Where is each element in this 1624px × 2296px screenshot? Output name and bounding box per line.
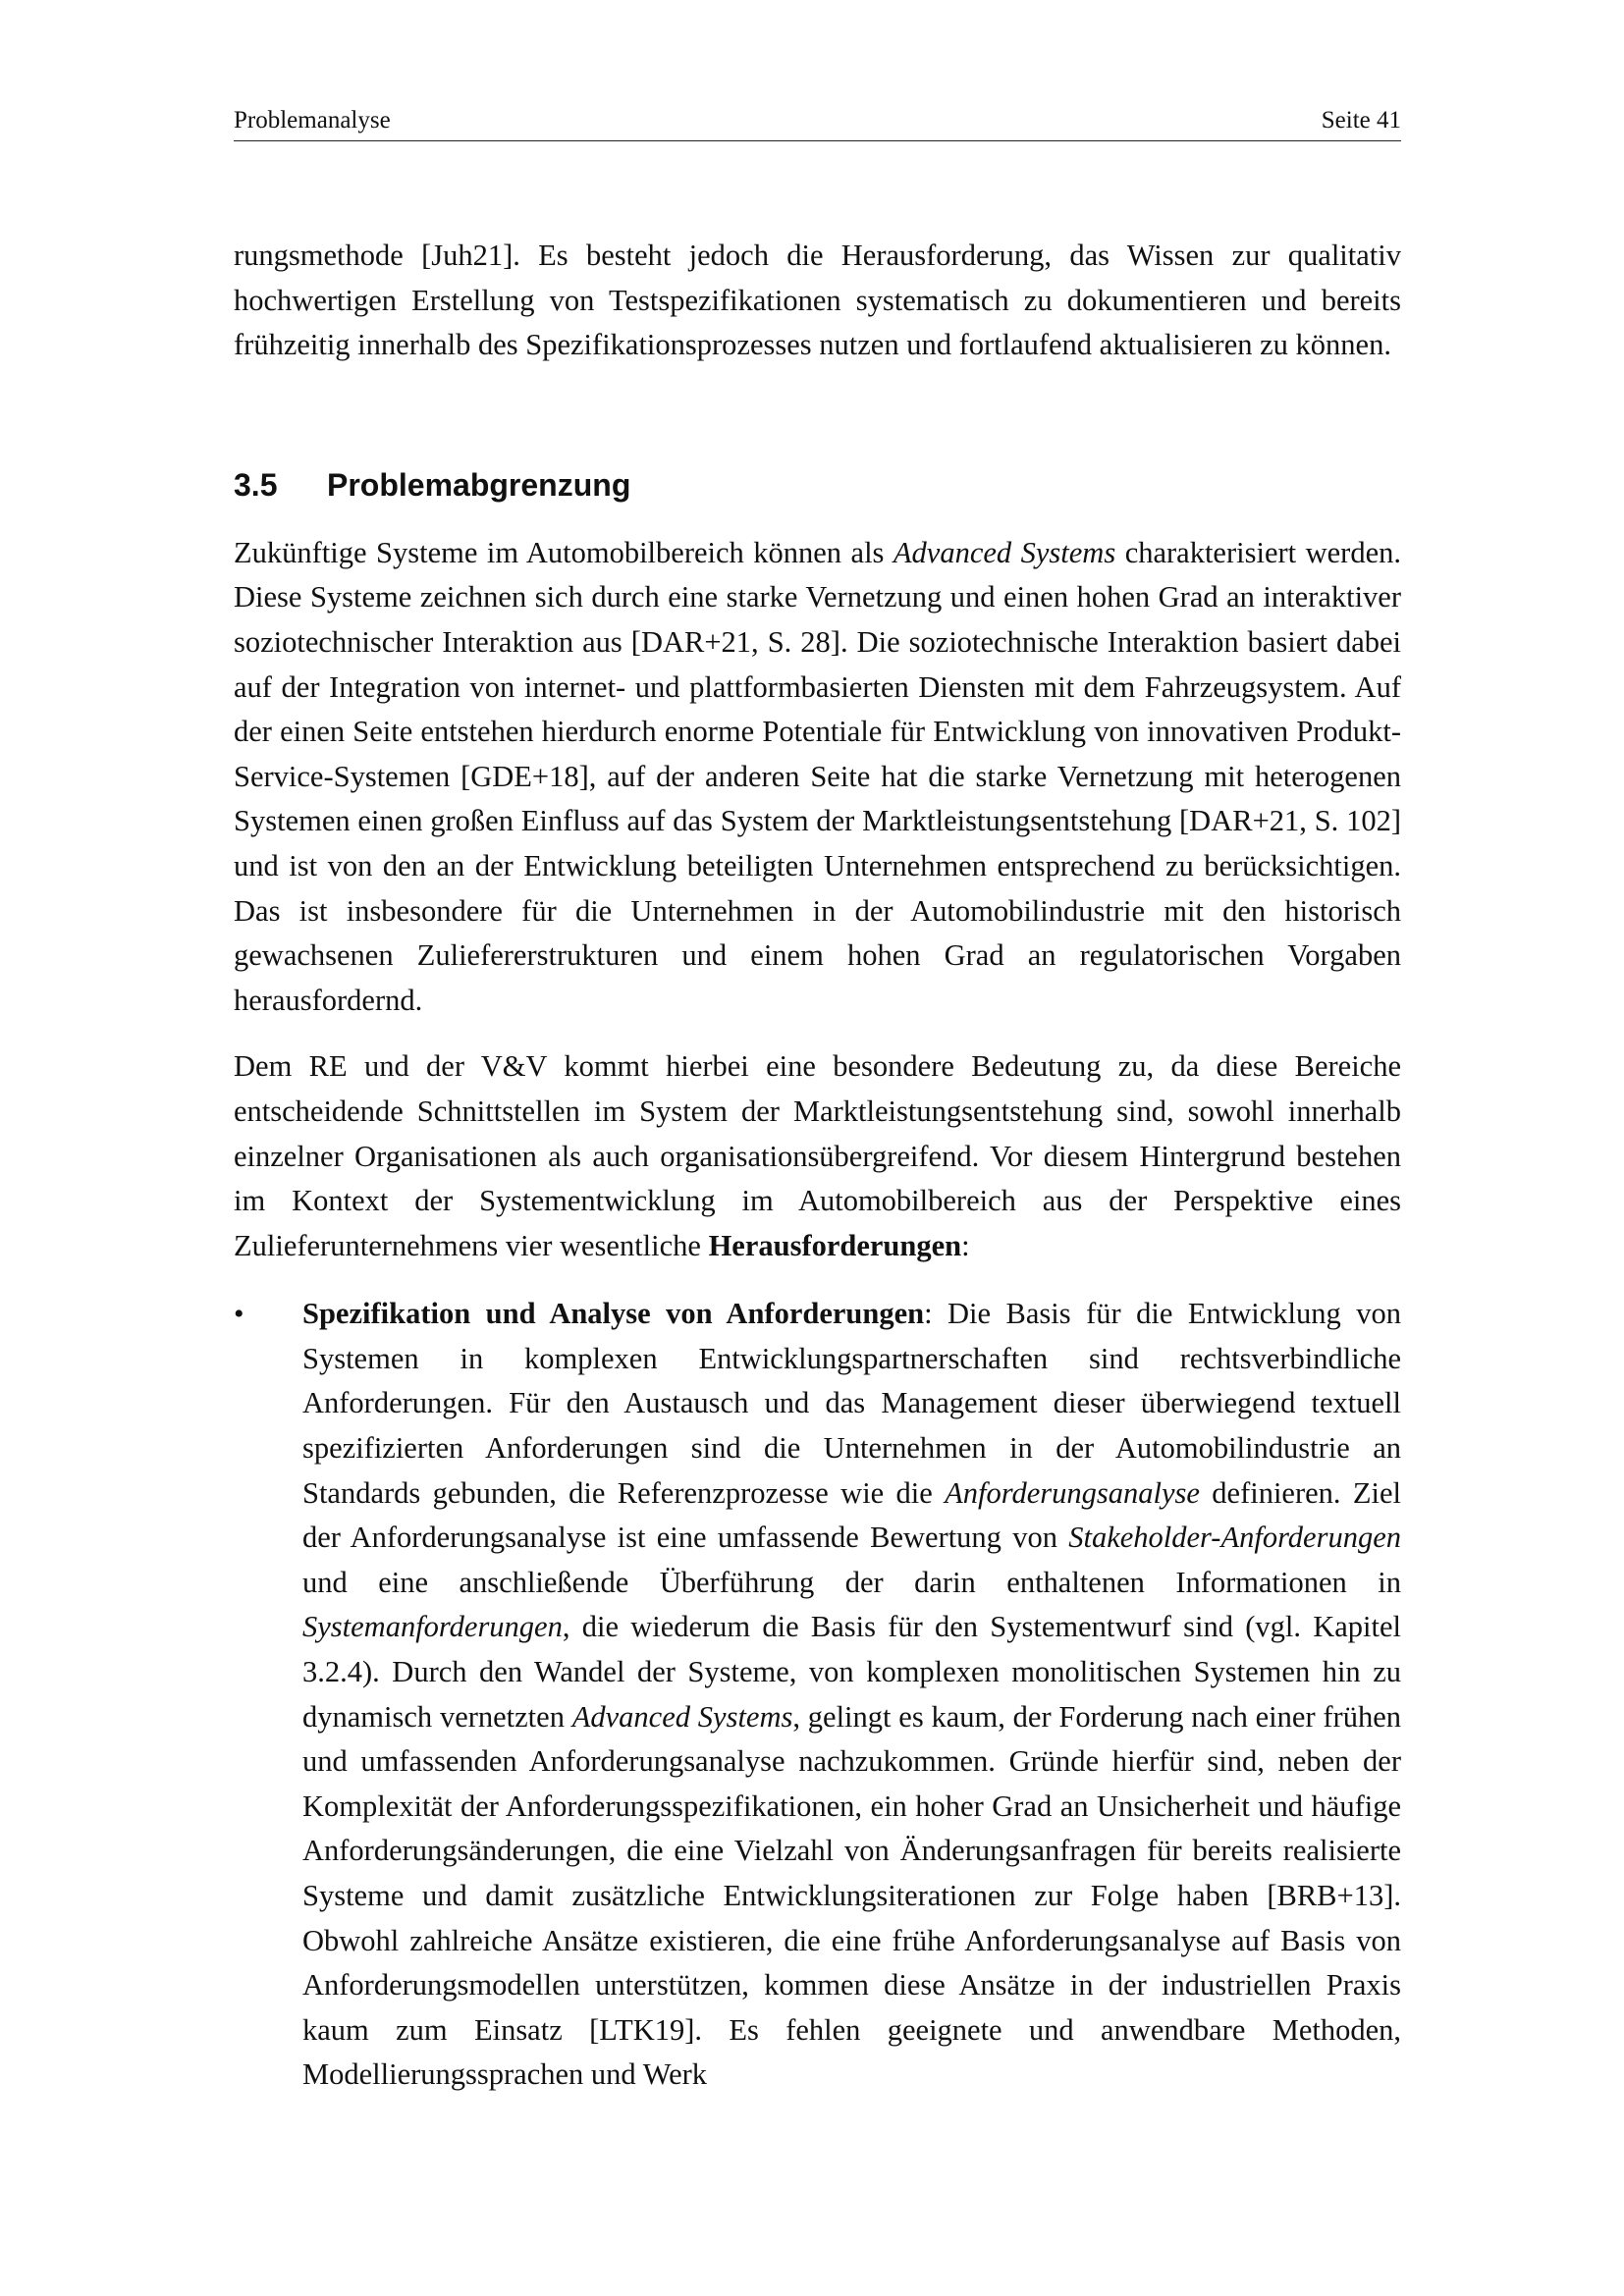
section-title: Problemabgrenzung: [327, 466, 631, 503]
bullet-text-3: und eine anschließende Überführung der darin enthaltenen Informationen in: [302, 1565, 1401, 1599]
running-header: [234, 108, 1401, 141]
paragraph2-text-a: Dem RE und der V&V kommt hierbei eine besondere Bedeutung zu, da diese Bereiche entscheidende Schnittstellen im System der Marktleistungsentstehung sind, sowohl innerhalb einzelner Organisationen als auch organisationsübergreifend. Vor diesem Hintergrund bestehen im Kontext der Systementwicklung im Automobilbereich aus der Perspektive eines Zulieferunternehmens vier wesentliche: [234, 1049, 1401, 1262]
bullet-italic-3: Systemanforderungen: [302, 1610, 563, 1644]
paragraph-advanced-systems: [234, 531, 1401, 1024]
bullet-text-2: definieren. Ziel der Anforderungsanalyse ist eine umfassende Bewertung von: [302, 1475, 1401, 1555]
page: [234, 108, 1401, 2098]
challenges-list: [234, 1292, 1401, 2098]
bullet-bold-lead: Spezifikation und Analyse von Anforderungen: [302, 1297, 925, 1331]
paragraph1-text-a: Zukünftige Systeme im Automobilbereich können als: [234, 535, 893, 569]
bullet-text-5: , gelingt es kaum, der Forderung nach einer frühen und umfassenden Anforderungsanalyse nachzukommen. Gründe hierfür sind, neben der Komplexität der Anforderungsspezifikationen, ein hoher Grad an Unsicherheit und häufige Anforderungsänderungen, die eine Vielzahl von Änderungsanfragen für bereits realisierte Systeme und damit zusätzliche Entwicklungsiterationen zur Folge haben [BRB+13]. Obwohl zahlreiche Ansätze existieren, die eine frühe Anforderungsanalyse auf Basis von Anforderungsmodellen unterstützen, kommen diese Ansätze in der industriellen Praxis kaum zum Einsatz [LTK19]. Es fehlen geeignete und anwendbare Methoden, Modellierungssprachen und Werk: [302, 1699, 1401, 2092]
intro-paragraph: [234, 234, 1401, 368]
bullet-marker: •: [234, 1298, 244, 1331]
bullet-italic-4: Advanced Systems: [571, 1699, 793, 1734]
bullet-text-1: : Die Basis für die Entwicklung von Systemen in komplexen Entwicklungspartnerschaften sind rechtsverbindliche Anforderungen. Für den Austausch und das Management dieser überwiegend textuell spezifizierten Anforderungen sind die Unternehmen in der Automobilindustrie an Standards gebunden, die Referenzprozesse wie die: [302, 1297, 1401, 1510]
list-item: [234, 1292, 1401, 2098]
bullet-text: [302, 1292, 1401, 2098]
header-page-number: Seite 41: [1321, 107, 1401, 133]
bullet-italic-1: Anforderungsanalyse: [945, 1475, 1200, 1510]
paragraph2-bold-term: Herausforderungen: [708, 1228, 962, 1262]
intro-paragraph-text: rungsmethode [Juh21]. Es besteht jedoch die Herausforderung, das Wissen zur qualitativ hochwertigen Erstellung von Testspezifikationen systematisch zu dokumentieren und bereits frühzeitig innerhalb des Spezifikationsprozesses nutzen und fortlaufend aktualisieren zu können.: [234, 239, 1401, 362]
section-heading: [234, 466, 1401, 503]
bullet-text-4: , die wiederum die Basis für den Systementwurf sind (vgl. Kapitel 3.2.4). Durch den Wandel der Systeme, von komplexen monolitischen Systemen hin zu dynamisch vernetzten: [302, 1610, 1401, 1734]
bullet-italic-2: Stakeholder-Anforderungen: [1068, 1521, 1401, 1555]
section-number: 3.5: [234, 466, 278, 503]
paragraph-re-vv: [234, 1044, 1401, 1268]
header-chapter-title: Problemanalyse: [234, 107, 391, 133]
paragraph2-text-b: :: [961, 1228, 970, 1262]
paragraph1-italic-term: Advanced Systems: [893, 535, 1116, 569]
paragraph1-text-b: charakterisiert werden. Diese Systeme zeichnen sich durch eine starke Vernetzung und einen hohen Grad an interaktiver soziotechnischer Interaktion aus [DAR+21, S. 28]. Die soziotechnische Interaktion basiert dabei auf der Integration von internet- und plattformbasierten Diensten mit dem Fahrzeugsystem. Auf der einen Seite entstehen hierdurch enorme Potentiale für Entwicklung von innovativen Produkt-Service-Systemen [GDE+18], auf der anderen Seite hat die starke Vernetzung mit heterogenen Systemen einen großen Einfluss auf das System der Marktleistungsentstehung [DAR+21, S. 102] und ist von den an der Entwicklung beteiligten Unternehmen entsprechend zu berücksichtigen. Das ist insbesondere für die Unternehmen in der Automobilindustrie mit den historisch gewachsenen Zuliefererstrukturen und einem hohen Grad an regulatorischen Vorgaben herausfordernd.: [234, 535, 1401, 1017]
